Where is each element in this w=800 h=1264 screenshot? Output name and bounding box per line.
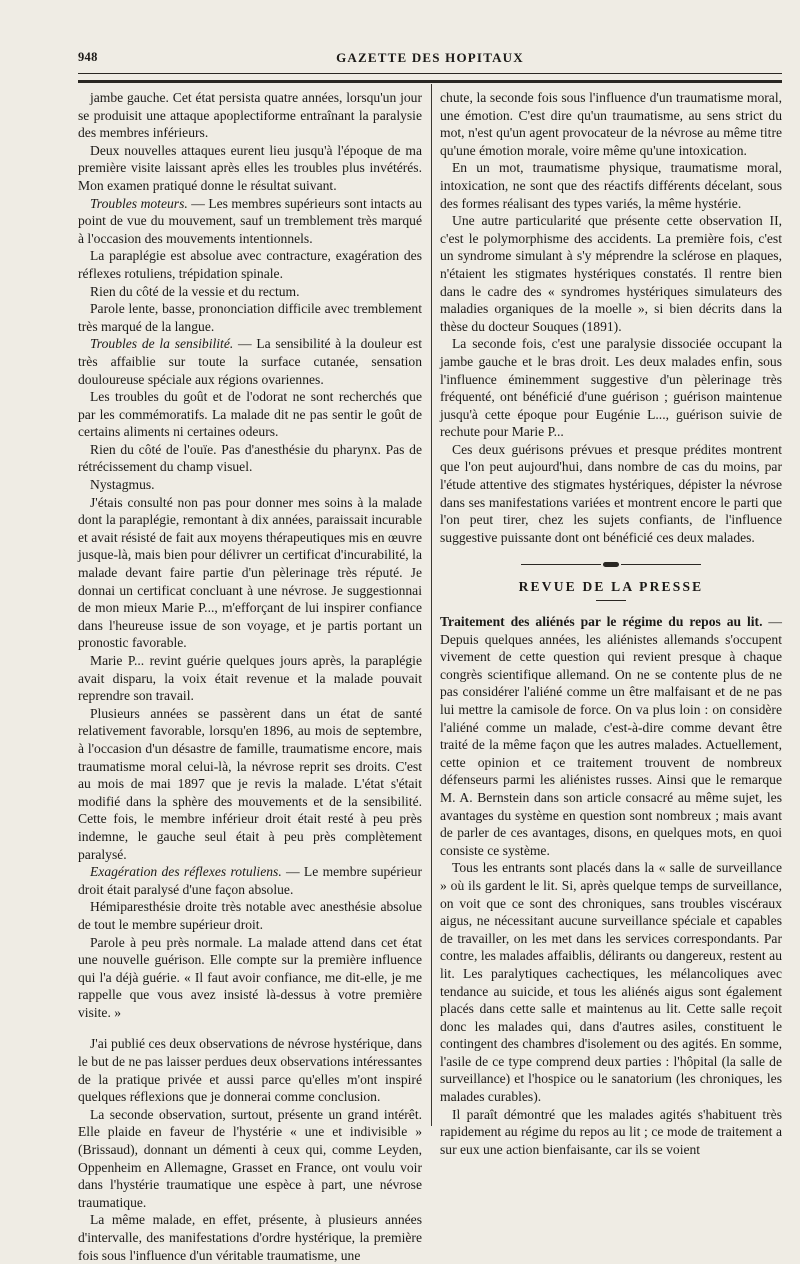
paragraph-text: Il paraît démontré que les malades agités s'habituent très rapidement au régime du repos au lit ; ce mode de traitement a sur eux une action bienfaisante, car ils se voient xyxy=(440,1106,782,1157)
header-rule-thick xyxy=(78,80,782,83)
paragraph xyxy=(78,1211,422,1264)
paragraph-text: Une autre particularité que présente cette observation II, c'est le polymorphisme des accidents. La première fois, c'est un syndrome simulant à s'y méprendre la sclérose en plaques, n'étaient les stigmates hystériques constatés. Il rentre bien dans le cadre des « syndromes hystériques simulateurs des maladies organiques de la moelle », si bien décrits dans la thèse du docteur Souques (1891). xyxy=(440,213,782,334)
page-number: 948 xyxy=(78,50,98,64)
paragraph xyxy=(78,89,422,142)
paragraph xyxy=(78,652,422,705)
paragraph-text: La seconde fois, c'est une paralysie dissociée occupant la jambe gauche et le bras droit. Les deux malades enfin, sous l'influence éminemment suggestive d'un pèlerinage très fréquenté, ont bénéficié d'une guérison ; guérison maintenue jusqu'à cette époque pour Eugénie L..., guérison suivie de rechute pour Marie P... xyxy=(440,336,782,440)
paragraph-text: Les troubles du goût et de l'odorat ne sont recherchés que par les commémoratifs. La malade dit ne pas sentir le goût de certains aliments ni certaines odeurs. xyxy=(78,389,422,440)
section-title: REVUE DE LA PRESSE xyxy=(518,579,704,595)
paragraph-text: — Le membre supérieur droit était paralysé d'une façon absolue. xyxy=(78,864,422,897)
paragraph-text: Tous les entrants sont placés dans la « salle de surveillance » où ils gardent le lit. Si, après quelque temps de surveillance, on voit que ce sont des chroniques, sans troubles viscéraux aigus, ne nécessitant aucune surveillance spéciale et capables de travailler, on les met dans les services correspondants. Par contre, les malades affaiblis, délirants ou dangereux, restent au lit. Les paralytiques cachectiques, les mélancoliques avec tendance au suicide, et tous les aliénés aigus sont également placés dans cette salle et maintenus au lit. Cette salle reçoit donc les malades qui, dans d'autres asiles, constituent le contingent des chambres d'isolement ou des agités. En somme, l'asile de ce type comprend deux parties : l'hôpital (la salle de surveillance) et l'hospice ou le sanatorium (les chroniques, les malades curables). xyxy=(440,860,782,1105)
paragraph xyxy=(78,494,422,652)
publication-title: GAZETTE DES HOPITAUX xyxy=(336,50,524,65)
paragraph xyxy=(78,441,422,476)
article-paragraph xyxy=(440,859,782,1105)
paragraph-text: Marie P... revint guérie quelques jours après, la paraplégie avait disparu, la voix était revenue et la malade pouvait reprendre son travail. xyxy=(78,653,422,704)
paragraph-text: Plusieurs années se passèrent dans un état de santé relativement favorable, lorsqu'en 1896, au mois de septembre, à l'occasion d'un désastre de famille, traumatisme encore, mais traumatisme moral celui-là, la névrose reprit ses droits. C'est au mois de mai 1897 que je revis la malade. L'état s'était modifié dans la sphère des mouvements et de la sensibilité. Cette fois, le membre inférieur droit était resté à peu près indemne, le gauche seul était à peu près complètement paralysé. xyxy=(78,705,422,862)
paragraph xyxy=(78,335,422,388)
paragraph-text: Ces deux guérisons prévues et presque prédites montrent que l'on peut aujourd'hui, dans nombre de cas du moins, par l'étude attentive des stigmates hystériques, dépister la névrose dans ses manifestations variées et montrent encore le parti que l'on peut tirer, chez les sujets confiants, de l'influence suggestive puissante dont ont bénéficié ces deux malades. xyxy=(440,441,782,545)
subheading: Troubles moteurs. xyxy=(90,195,188,211)
paragraph-text: Parole lente, basse, prononciation difficile avec tremblement très marqué de la langue. xyxy=(78,301,422,334)
paragraph xyxy=(78,1035,422,1105)
paragraph-text: — Depuis quelques années, les aliénistes allemands s'occupent vivement de cette question qui revient presque à chaque congrès scientifique allemand. On ne se contente plus de ne pas considérer l'aliéné comme un être malfaisant et de ne pas lui mettre la camisole de force. On va plus loin : on considère l'aliéné comme un malade, c'est-à-dire comme devant être traité de la même façon que les autres malades. Actuellement, cette opinion et ce traitement trouvent de nombreux défenseurs parmi les aliénistes russes. Ainsi que le remarque M. A. Bernstein dans son article consacré au même sujet, les avantages du système en question sont nombreux ; mais avant de parler de ces avantages, disons, en quelques mots, en quoi consiste ce système. xyxy=(440,614,782,858)
paragraph xyxy=(78,934,422,1022)
article-paragraph xyxy=(440,613,782,859)
article-paragraph xyxy=(440,1106,782,1159)
paragraph xyxy=(440,89,782,159)
paragraph xyxy=(440,441,782,547)
paragraph xyxy=(78,283,422,301)
paragraph xyxy=(78,388,422,441)
paragraph-text: Nystagmus. xyxy=(90,477,155,493)
paragraph xyxy=(78,1106,422,1212)
header-rule-thin xyxy=(78,73,782,74)
column-divider xyxy=(431,84,432,1126)
paragraph-text: Rien du côté de l'ouïe. Pas d'anesthésie du pharynx. Pas de rétrécissement du champ visuel. xyxy=(78,441,422,475)
subheading: Troubles de la sensibilité. xyxy=(90,336,234,352)
paragraph-text: La seconde observation, surtout, présente un grand intérêt. Elle plaide en faveur de l'hystérie « une et indivisible » (Brissaud), donnant un démenti à ceux qui, comme Leyden, Oppenheim en Allemagne, Grasset en France, ont voulu voir dans l'hystérie traumatique une espèce à part, une névrose traumatique. xyxy=(78,1106,422,1210)
paragraph-text: chute, la seconde fois sous l'influence d'un traumatisme moral, une émotion. C'est dire qu'un traumatisme, au sens strict du mot, n'est qu'un agent provocateur de la névrose au même titre qu'une émotion morale, voire même qu'une intoxication. xyxy=(440,90,782,158)
right-column-text xyxy=(440,89,782,546)
paragraph-text: La même malade, en effet, présente, à plusieurs années d'intervalle, des manifestations d'ordre hystérique, la première fois sous l'influence d'un véritable traumatisme, une xyxy=(78,1212,422,1263)
section-title-rule xyxy=(596,600,626,601)
article-title: Traitement des aliénés par le régime du repos au lit. xyxy=(440,614,763,630)
paragraph-text: En un mot, traumatisme physique, traumatisme moral, intoxication, ne sont que des réactifs différents décelant, sous des formes réalisant des types variés, la même hystérie. xyxy=(440,160,782,211)
paragraph xyxy=(78,705,422,863)
page-header xyxy=(78,50,782,68)
paragraph-text: jambe gauche. Cet état persista quatre années, lorsqu'un jour se produisit une attaque apoplectiforme entraînant la paralysie des membres inférieurs. xyxy=(78,90,422,141)
paragraph xyxy=(78,863,422,898)
paragraph-text: — Les membres supérieurs sont intacts au point de vue du mouvement, sauf un tremblement très marqué à l'occasion des mouvements intentionnels. xyxy=(78,195,422,246)
paragraph xyxy=(78,300,422,335)
paragraph xyxy=(78,898,422,933)
paragraph-text: — La sensibilité à la douleur est très affaiblie sur toute la surface cutanée, sensation douloureuse spéciale aux régions ovariennes. xyxy=(78,336,422,387)
paragraph xyxy=(440,335,782,441)
paragraph xyxy=(78,247,422,282)
subheading: Exagération des réflexes rotuliens. xyxy=(90,864,282,880)
paragraph-text: Hémiparesthésie droite très notable avec anesthésie absolue de tout le membre supérieur droit. xyxy=(78,899,422,932)
paragraph xyxy=(78,476,422,494)
paragraph-text: Rien du côté de la vessie et du rectum. xyxy=(90,283,300,299)
paragraph xyxy=(78,195,422,248)
paragraph xyxy=(78,142,422,195)
paragraph-text: La paraplégie est absolue avec contracture, exagération des réflexes rotuliens, trépidation spinale. xyxy=(78,248,422,281)
press-article xyxy=(440,613,782,1158)
paragraph-text: J'étais consulté non pas pour donner mes soins à la malade dont la paraplégie, remontant à dix années, paraissait incurable et avait résisté de fait aux moyens thérapeutiques mis en œuvre jusque-là, mais bien pour délivrer un certificat d'incurabilité, la malade devant faire partie d'un pèlerinage très réputé. Je donnai un certificat concluant à une névrose. Je suggestionnai de mon mieux Marie P..., m'efforçant de lui inspirer confiance dans l'heureuse issue de son voyage, et je partis portant un pronostic favorable. xyxy=(78,494,422,651)
left-column xyxy=(78,89,422,1264)
paragraph xyxy=(440,159,782,212)
paragraph-text: Parole à peu près normale. La malade attend dans cet état une nouvelle guérison. Elle compte sur la première influence qui l'a déjà guérie. « Il faut avoir confiance, me dit-elle, je me rappelle que vous avez insisté là-dessus à votre première visite. » xyxy=(78,934,422,1020)
section-ornament xyxy=(440,554,782,568)
right-column xyxy=(440,89,782,1158)
paragraph-text: Deux nouvelles attaques eurent lieu jusqu'à l'époque de ma première visite laissant après elles les troubles plus invétérés. Mon examen pratiqué donne le résultat suivant. xyxy=(78,142,422,193)
paragraph-text: J'ai publié ces deux observations de névrose hystérique, dans le but de ne pas laisser perdues deux observations intéressantes de la pratique privée et aussi parce qu'elles m'ont inspiré quelques réflexions que je donnerai comme conclusion. xyxy=(78,1036,422,1105)
paragraph xyxy=(440,212,782,335)
